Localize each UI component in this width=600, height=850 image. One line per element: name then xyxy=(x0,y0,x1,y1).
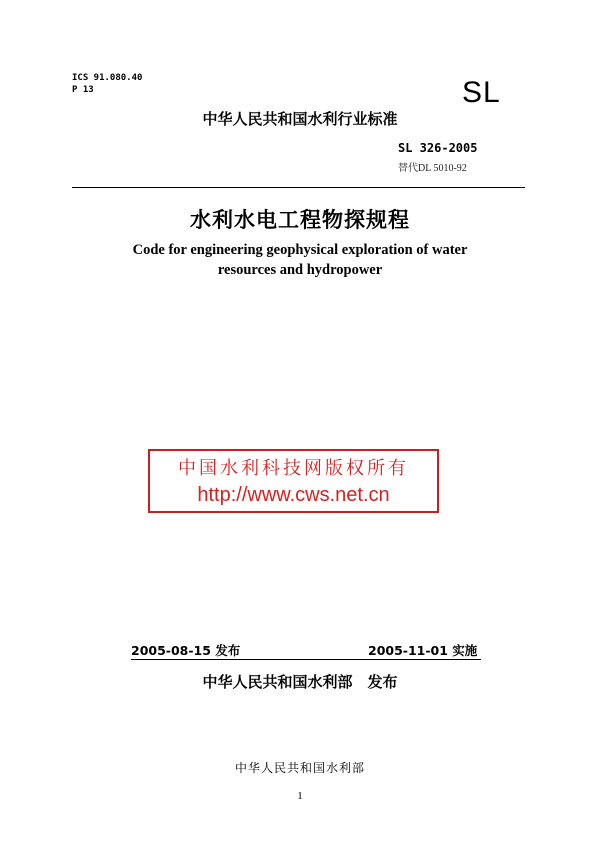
replaces-standard: 替代DL 5010-92 xyxy=(398,163,467,174)
ccs-code: P 13 xyxy=(72,85,94,95)
ics-code: ICS 91.080.40 xyxy=(72,73,143,83)
standard-number: SL 326-2005 xyxy=(398,141,478,155)
page-number: 1 xyxy=(297,790,303,802)
issue-date: 2005-08-15 发布 xyxy=(131,643,241,658)
publisher: 中华人民共和国水利部 发布 xyxy=(202,673,398,691)
document-title-chinese: 水利水电工程物探规程 xyxy=(190,208,410,232)
copyright-watermark-stamp xyxy=(148,449,439,513)
classification-codes xyxy=(72,72,142,96)
document-title-english: Code for engineering geophysical exploration of water resources and hydropower xyxy=(132,242,468,278)
header-divider xyxy=(72,187,525,188)
watermark-url: http://www.cws.net.cn xyxy=(197,484,390,506)
dates-divider xyxy=(131,659,481,660)
implementation-date: 2005-11-01 实施 xyxy=(368,643,478,658)
sl-logo: SL xyxy=(462,76,501,109)
footer-organization: 中华人民共和国水利部 xyxy=(234,761,365,775)
watermark-line-1: 中国水利科技网版权所有 xyxy=(178,458,409,479)
standard-category: 中华人民共和国水利行业标准 xyxy=(202,110,398,128)
